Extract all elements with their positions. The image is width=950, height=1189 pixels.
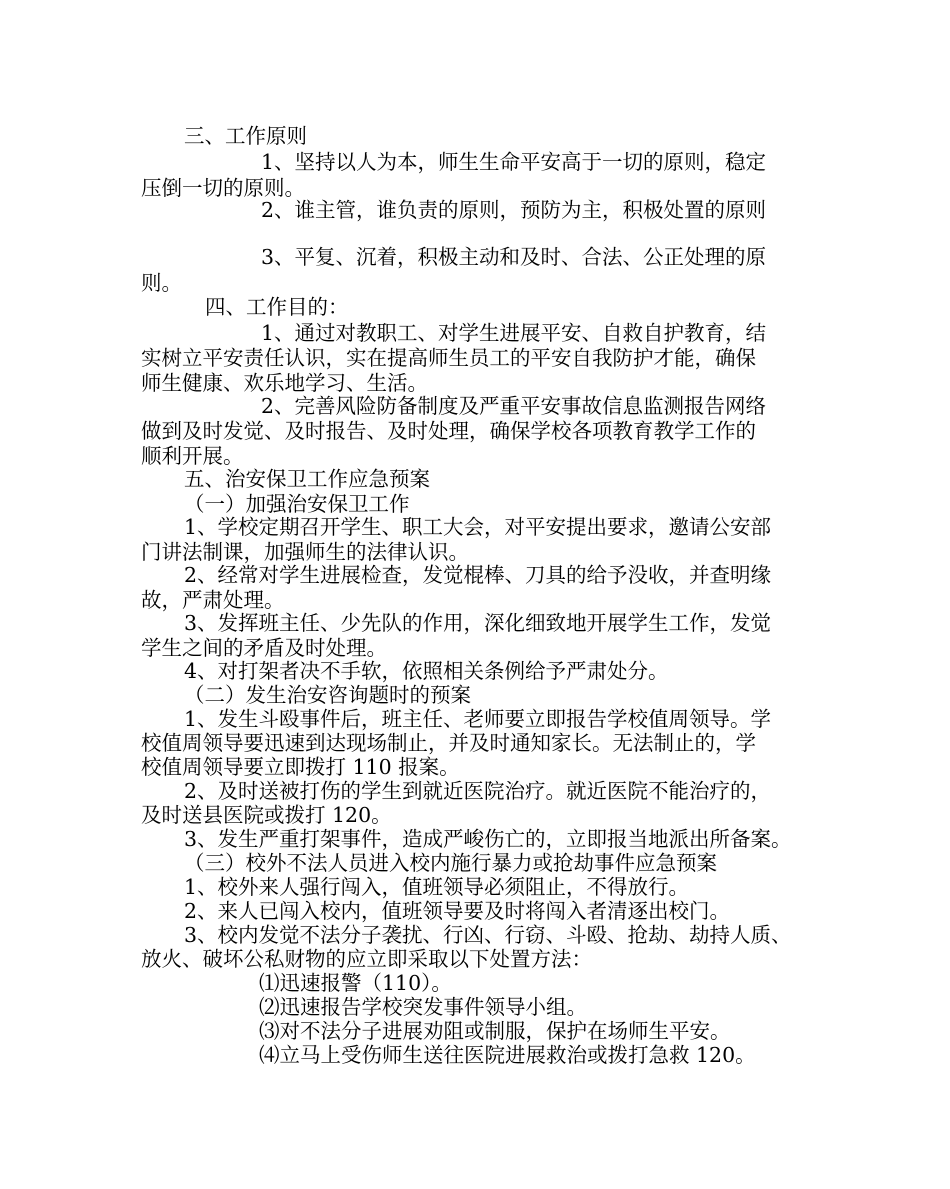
- incident-item-1-line-2: 校值周领导要迅速到达现场制止，并及时通知家长。无法制止的，学: [141, 731, 756, 755]
- intruder-item-3-line-1: 3、校内发觉不法分子袭扰、行凶、行窃、斗殴、抢劫、劫持人质、: [184, 923, 792, 947]
- intruder-item-2: 2、来人已闯入校内，值班领导要及时将闯入者清逐出校门。: [184, 899, 731, 923]
- section-heading-work-goals: 四、工作目的：: [205, 295, 349, 319]
- incident-item-1-line-3: 校值周领导要立即拨打 110 报案。: [141, 755, 460, 779]
- principle-2-line-1: 2、谁主管，谁负责的原则，预防为主，积极处置的原则: [261, 198, 767, 222]
- goal-2-line-1: 2、完善风险防备制度及严重平安事故信息监测报告网络: [261, 394, 767, 418]
- measure-3: ⑶对不法分子进展劝阻或制服，保护在场师生平安。: [259, 1019, 731, 1043]
- incident-item-2-line-1: 2、及时送被打伤的学生到就近医院治疗。就近医院不能治疗的，: [184, 779, 772, 803]
- measure-1: ⑴迅速报警（110）。: [259, 971, 452, 995]
- intruder-item-1: 1、校外来人强行闯入，值班领导必须阻止，不得放行。: [184, 875, 690, 899]
- incident-item-1-line-1: 1、发生斗殴事件后，班主任、老师要立即报告学校值周领导。学: [184, 707, 772, 731]
- goal-1-line-1: 1、通过对教职工、对学生进展平安、自救自护教育，结: [261, 321, 767, 345]
- goal-2-line-2: 做到及时发觉、及时报告、及时处理，确保学校各项教育教学工作的: [141, 419, 756, 443]
- goal-2-line-3: 顺利开展。: [141, 444, 244, 468]
- subsection-heading-1: （一）加强治安保卫工作: [184, 492, 410, 516]
- section-heading-work-principles: 三、工作原则: [184, 124, 307, 148]
- principle-3-line-2: 则。: [141, 271, 182, 295]
- subsection-heading-3: （三）校外不法人员进入校内施行暴力或抢劫事件应急预案: [184, 851, 717, 875]
- security-item-2-line-2: 故，严肃处理。: [141, 588, 285, 612]
- goal-1-line-2: 实树立平安责任认识，实在提高师生员工的平安自我防护才能，确保: [141, 346, 756, 370]
- security-item-1-line-1: 1、学校定期召开学生、职工大会，对平安提出要求，邀请公安部: [184, 515, 772, 539]
- section-heading-security-plan: 五、治安保卫工作应急预案: [184, 467, 430, 491]
- goal-1-line-3: 师生健康、欢乐地学习、生活。: [141, 371, 428, 395]
- incident-item-2-line-2: 及时送县医院或拨打 120。: [141, 803, 392, 827]
- principle-1-line-1: 1、坚持以人为本，师生生命平安高于一切的原则，稳定: [261, 150, 767, 174]
- incident-item-3: 3、发生严重打架事件，造成严峻伤亡的，立即报当地派出所备案。: [184, 827, 792, 851]
- subsection-heading-2: （二）发生治安咨询题时的预案: [184, 683, 471, 707]
- intruder-item-3-line-2: 放火、破坏公私财物的应立即采取以下处置方法：: [141, 947, 592, 971]
- security-item-1-line-2: 门讲法制课，加强师生的法律认识。: [141, 540, 469, 564]
- measure-2: ⑵迅速报告学校突发事件领导小组。: [259, 995, 587, 1019]
- security-item-2-line-1: 2、经常对学生进展检查，发觉棍棒、刀具的给予没收，并查明缘: [184, 563, 772, 587]
- principle-1-line-2: 压倒一切的原则。: [141, 176, 305, 200]
- security-item-3-line-1: 3、发挥班主任、少先队的作用，深化细致地开展学生工作，发觉: [184, 611, 772, 635]
- security-item-4: 4、对打架者决不手软，依照相关条例给予严肃处分。: [184, 659, 669, 683]
- principle-3-line-1: 3、平复、沉着，积极主动和及时、合法、公正处理的原: [261, 245, 767, 269]
- measure-4: ⑷立马上受伤师生送往医院进展救治或拨打急救 120。: [259, 1043, 756, 1067]
- security-item-3-line-2: 学生之间的矛盾及时处理。: [141, 636, 387, 660]
